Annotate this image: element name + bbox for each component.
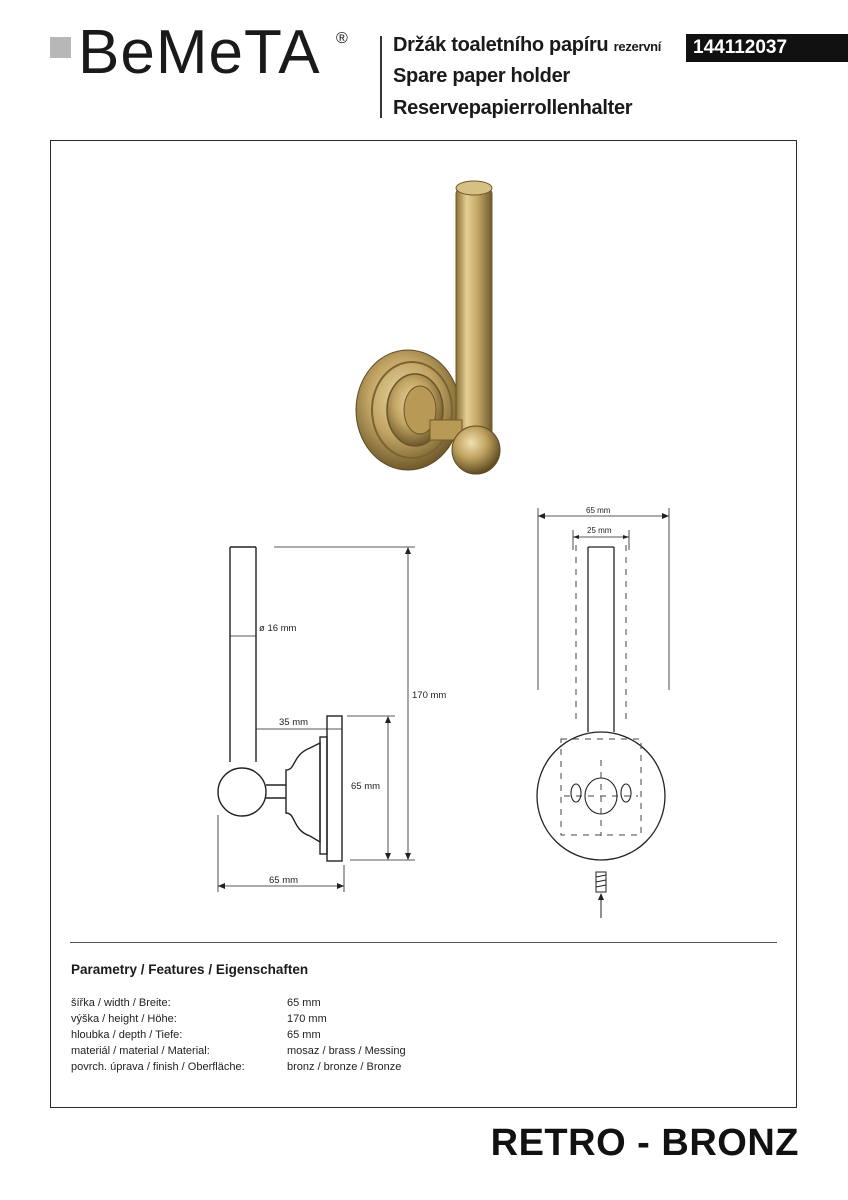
series-title: RETRO - BRONZ xyxy=(490,1122,799,1164)
height-label: 170 mm xyxy=(412,690,447,701)
side-view-drawing xyxy=(200,530,460,900)
end-knob xyxy=(452,426,500,474)
title-cz-suffix: rezervní xyxy=(613,39,662,54)
title-de: Reservepapierrollenhalter xyxy=(393,97,633,119)
spec-label: výška / height / Höhe: xyxy=(71,1013,177,1025)
header-divider xyxy=(380,36,382,118)
depth-label: 65 mm xyxy=(269,875,299,886)
logo-square xyxy=(50,37,71,58)
section-separator xyxy=(70,942,777,943)
front-view-drawing xyxy=(520,500,690,920)
spec-value: 65 mm xyxy=(287,1029,321,1041)
spec-value: mosaz / brass / Messing xyxy=(287,1045,406,1057)
spec-label: šířka / width / Breite: xyxy=(71,997,171,1009)
rosette-label: 65 mm xyxy=(351,781,381,792)
hole-spacing-label: 25 mm xyxy=(587,526,612,535)
rosette xyxy=(356,350,460,470)
title-cz-main: Držák toaletního papíru xyxy=(393,34,609,56)
registered-mark: ® xyxy=(336,30,348,47)
spec-value: 65 mm xyxy=(287,997,321,1009)
spec-value: bronz / bronze / Bronze xyxy=(287,1061,402,1073)
title-cz xyxy=(393,35,661,55)
brand-logo: BeMeTA xyxy=(78,18,321,87)
product-code-badge: 144112037 xyxy=(686,34,848,62)
front-width-label: 65 mm xyxy=(586,506,611,515)
spec-label: hloubka / depth / Tiefe: xyxy=(71,1029,183,1041)
spec-label: povrch. úprava / finish / Oberfläche: xyxy=(71,1061,245,1073)
rod xyxy=(456,181,492,438)
title-en: Spare paper holder xyxy=(393,65,570,87)
spec-label: materiál / material / Material: xyxy=(71,1045,210,1057)
offset-label: 35 mm xyxy=(279,717,309,728)
features-heading: Parametry / Features / Eigenschaften xyxy=(71,962,309,977)
diameter-label: ø 16 mm xyxy=(259,623,297,634)
product-photo xyxy=(340,170,520,490)
spec-value: 170 mm xyxy=(287,1013,327,1025)
